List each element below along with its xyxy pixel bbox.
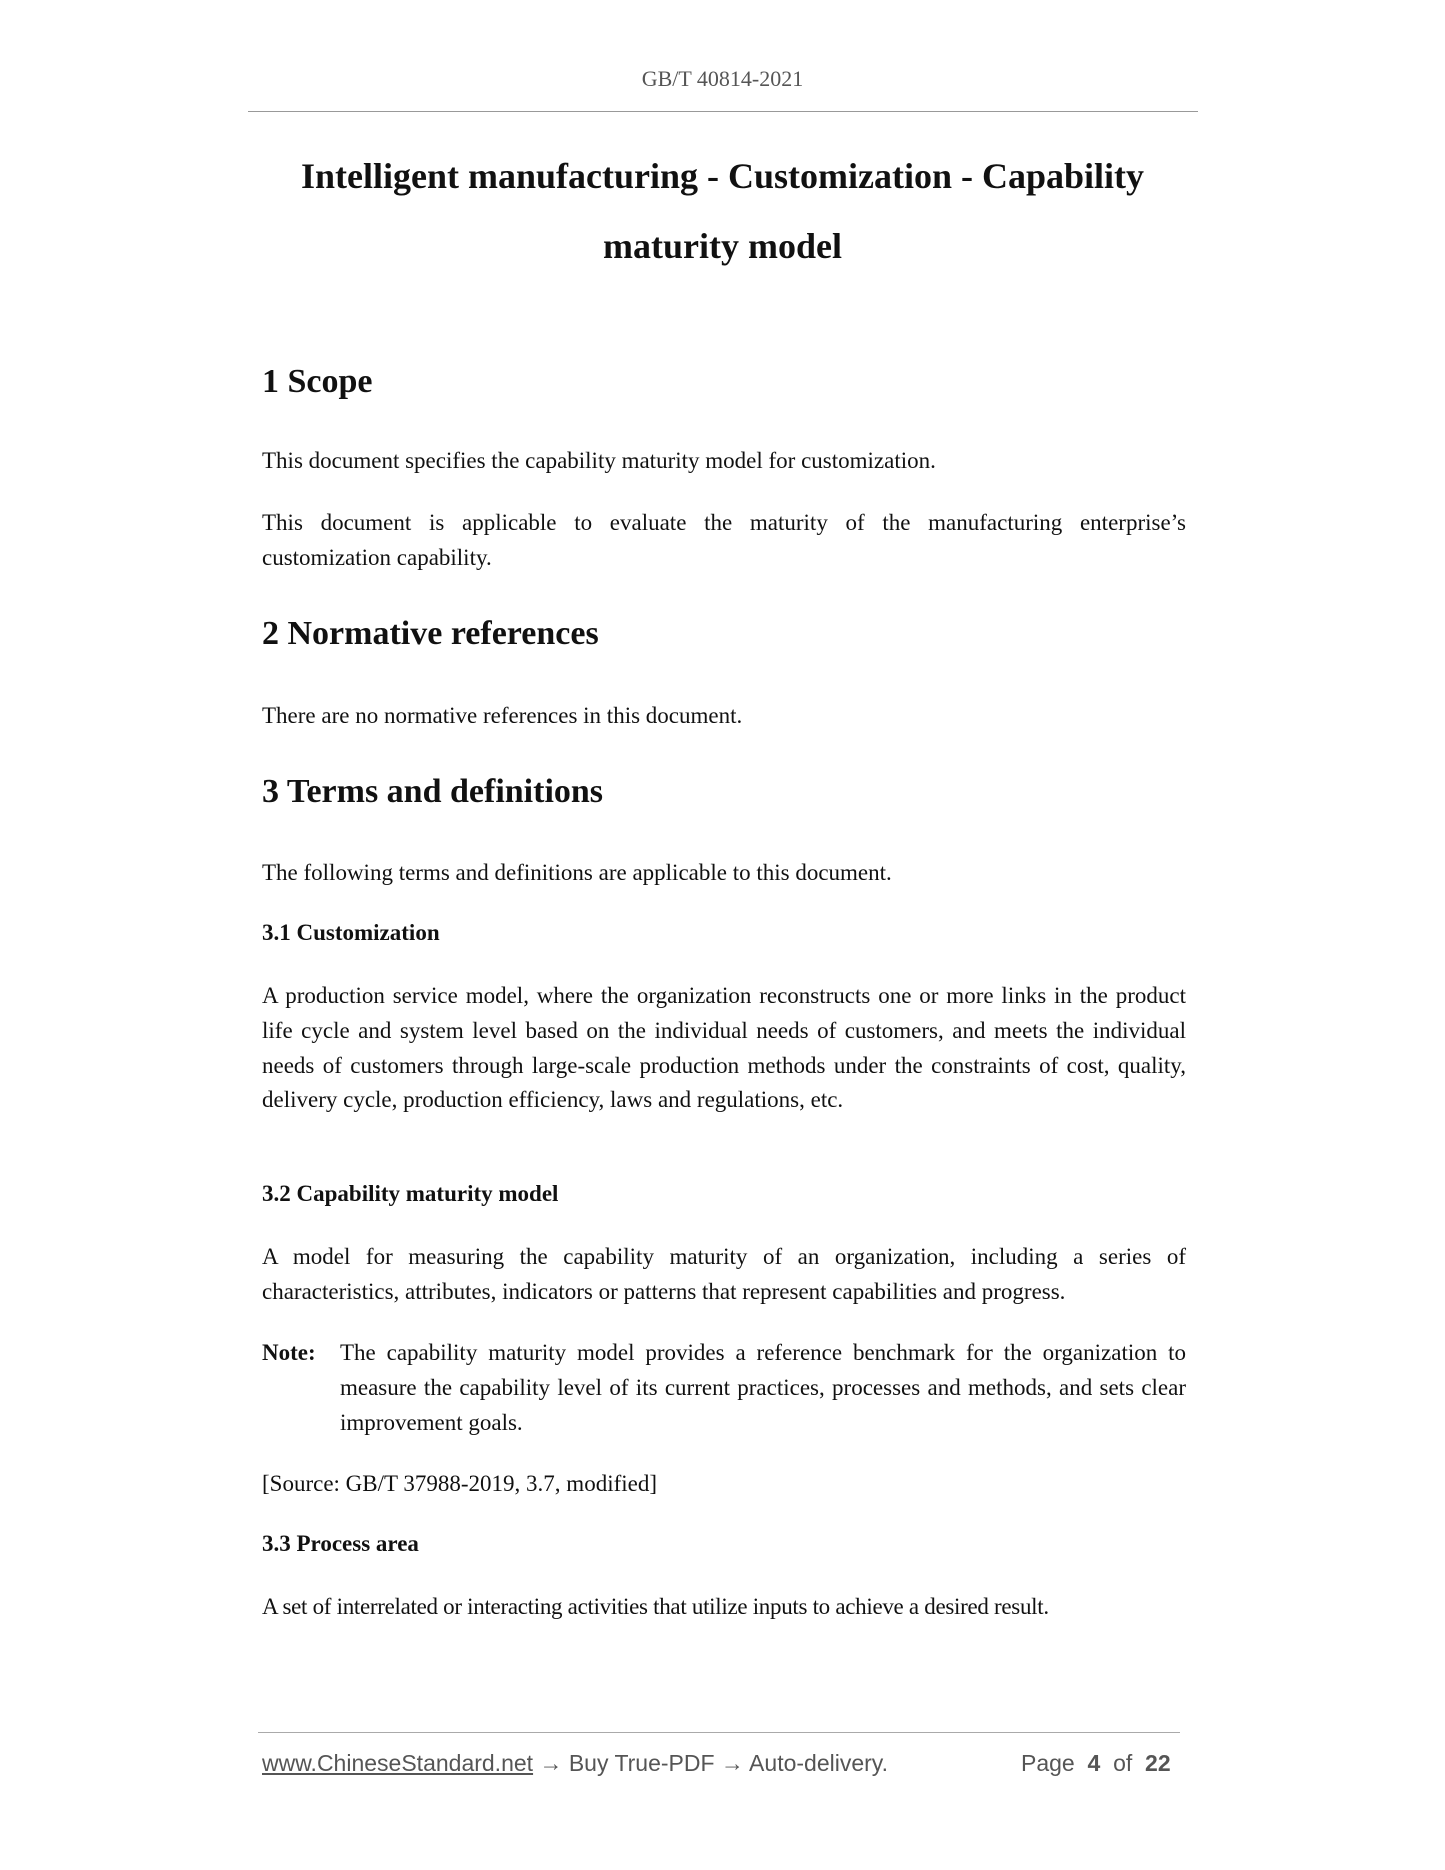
footer-divider bbox=[258, 1732, 1180, 1733]
header-divider bbox=[248, 111, 1198, 112]
heading-scope: 1 Scope bbox=[262, 363, 373, 400]
term-3-2-definition: A model for measuring the capability maturity of an organization, including a series of characteristics, attributes, indicators or patterns that represent capabilities and progress. bbox=[262, 1244, 1186, 1304]
of-label: of bbox=[1113, 1750, 1133, 1776]
current-page: 4 bbox=[1087, 1750, 1101, 1776]
website-link[interactable]: www.ChineseStandard.net bbox=[262, 1750, 534, 1776]
heading-terms-definitions: 3 Terms and definitions bbox=[262, 773, 604, 810]
footer-promo-text: → Buy True-PDF → Auto-delivery. bbox=[533, 1750, 888, 1776]
normative-paragraph: There are no normative references in this document. bbox=[262, 703, 743, 728]
heading-normative-references: 2 Normative references bbox=[262, 615, 599, 652]
source-citation: [Source: GB/T 37988-2019, 3.7, modified] bbox=[262, 1471, 657, 1496]
scope-paragraph-2: This document is applicable to evaluate the maturity of the manufacturing enterprise’s customization capability. bbox=[262, 510, 1186, 570]
scope-paragraph-1: This document specifies the capability maturity model for customization. bbox=[262, 448, 936, 473]
footer-promo bbox=[262, 1750, 888, 1777]
page-label: Page bbox=[1021, 1750, 1075, 1776]
running-header: GB/T 40814-2021 bbox=[641, 66, 804, 91]
page-indicator bbox=[1021, 1750, 1171, 1777]
document-title-line2: maturity model bbox=[603, 226, 842, 266]
note-text: The capability maturity model provides a reference benchmark for the organization to measure the capability level of its current practices, processes and methods, and sets clear improvement goals. bbox=[340, 1340, 1186, 1435]
total-pages: 22 bbox=[1145, 1750, 1171, 1776]
term-3-3-heading: 3.3 Process area bbox=[262, 1531, 419, 1556]
note-label: Note: bbox=[262, 1340, 316, 1365]
term-3-1-definition: A production service model, where the organization reconstructs one or more links in the product life cycle and system level based on the individual needs of customers, and meets the individual needs of customers through large-scale production methods under the constraints of cost, quality, delivery cycle, production efficiency, laws and regulations, etc. bbox=[262, 983, 1186, 1113]
document-title-line1: Intelligent manufacturing - Customization - Capability bbox=[300, 156, 1144, 196]
terms-intro: The following terms and definitions are applicable to this document. bbox=[262, 860, 892, 885]
term-3-2-heading: 3.2 Capability maturity model bbox=[262, 1181, 559, 1206]
term-3-3-definition: A set of interrelated or interacting activities that utilize inputs to achieve a desired result. bbox=[262, 1594, 1049, 1619]
term-3-1-heading: 3.1 Customization bbox=[262, 920, 440, 945]
